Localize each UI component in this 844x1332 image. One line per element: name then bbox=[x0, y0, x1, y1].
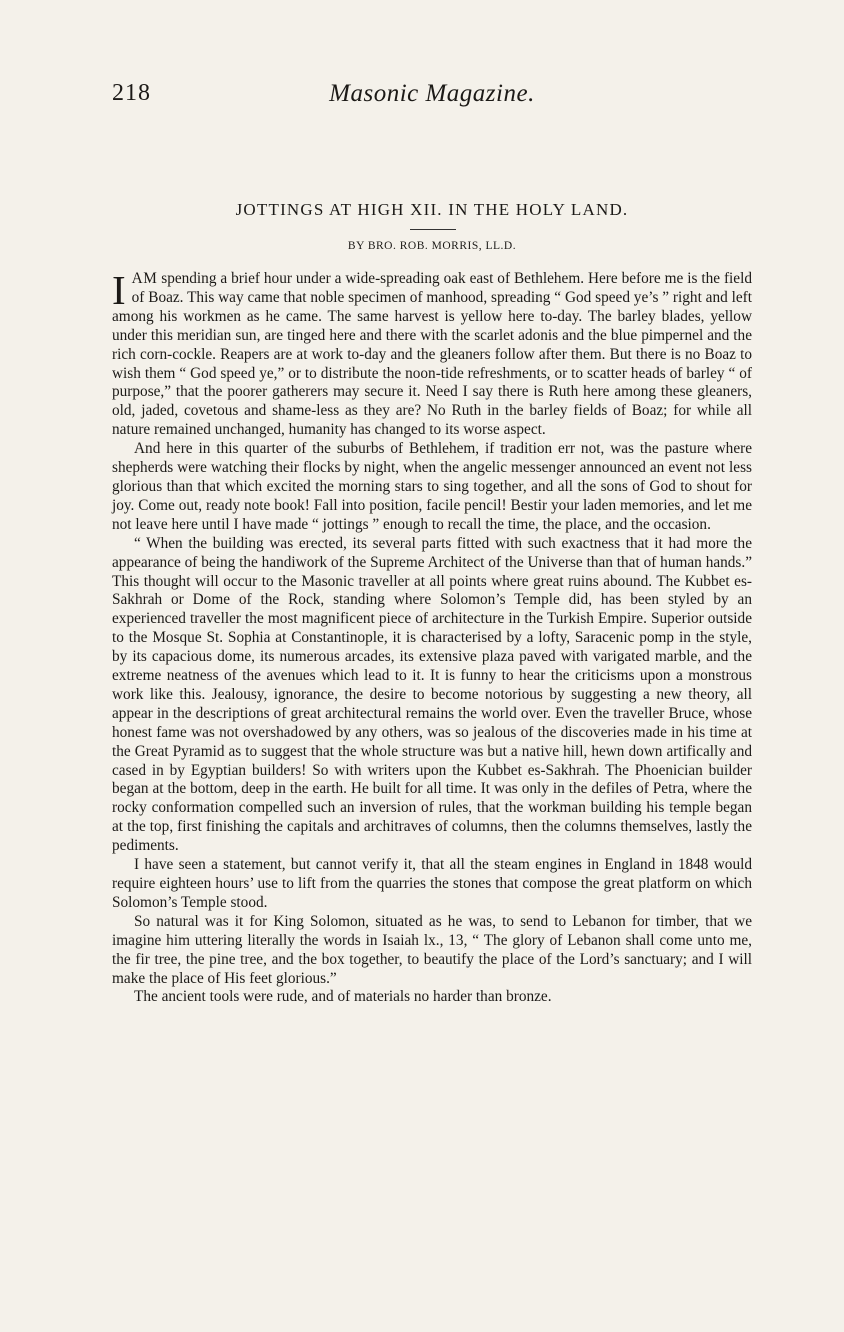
first-word: AM bbox=[131, 270, 158, 287]
paragraph-5: So natural was it for King Solomon, situated as he was, to send to Lebanon for timber, that we imagine him uttering literally the words in Isaiah lx., 13, “ The glory of Lebanon shall come unto me, the fir tree, the pine tree, and the box together, to beautify the place of the Lord’s sanctuary; and I will make the place of His feet glorious.” bbox=[112, 912, 752, 987]
magazine-title: Masonic Magazine. bbox=[329, 80, 535, 107]
paragraph-4: I have seen a statement, but cannot verify it, that all the steam engines in England in 1848 would require eighteen hours’ use to lift from the quarries the stones that compose the great platform on which Solomon’s Temple stood. bbox=[112, 856, 752, 911]
title-rule bbox=[410, 229, 456, 230]
page-number: 218 bbox=[112, 80, 151, 106]
article-byline: BY BRO. ROB. MORRIS, LL.D. bbox=[347, 240, 517, 252]
paragraph-1 bbox=[112, 267, 752, 440]
article-body bbox=[112, 267, 752, 1007]
paragraph-6: The ancient tools were rude, and of materials no harder than bronze. bbox=[134, 988, 552, 1006]
drop-cap: I bbox=[112, 267, 126, 313]
paragraph-3: “ When the building was erected, its several parts fitted with such exactness that it had more the appearance of being the handiwork of the Supreme Architect of the Universe than that of human hands.” This thought will occur to the Masonic traveller at all points where great ruins abound. The Kubbet es-Sakhrah or Dome of the Rock, standing where Solomon’s Temple did, has been styled by an experienced traveller the most magnificent piece of architecture in the Turkish Empire. Superior outside to the Mosque St. Sophia at Constantinople, it is characterised by a lofty, Saracenic pomp in the style, by its capacious dome, its numerous arcades, its extensive plaza paved with varigated marble, and the extreme neatness of the avenues which lead to it. It is funny to hear the criticisms upon a monstrous work like this. Jealousy, ignorance, the desire to become notorious by suggesting a new theory, all appear in the descriptions of great architectural remains the world over. Even the traveller Bruce, whose honest fame was not overshadowed by any others, was so jealous of the discoveries made in his time at the Great Pyramid as to suggest that the whole structure was but a native hill, hewn down artifically and cased in by Egyptian builders! So with writers upon the Kubbet es-Sakhrah. The Phoenician builder began at the bottom, deep in the earth. He built for all time. It was only in the defiles of Petra, where the rocky conformation compelled such an inversion of rules, that the workman building his temple began at the top, first finishing the capitals and architraves of columns, then the columns themselves, lastly the pediments. bbox=[112, 534, 752, 855]
paragraph-2: And here in this quarter of the suburbs of Bethlehem, if tradition err not, was the pasture where shepherds were watching their flocks by night, when the angelic messenger announced an event not less glorious than that which excited the morning stars to sing together, and all the sons of God to shout for joy. Come out, ready note book! Fall into position, facile pencil! Bestir your laden memories, and let me not leave here until I have made “ jottings ” enough to recall the time, the place, and the occasion. bbox=[112, 440, 752, 533]
running-head bbox=[112, 80, 752, 114]
paragraph-1-text: spending a brief hour under a wide-spreading oak east of Bethlehem. Here before me is the field of Boaz. This way came that noble specimen of manhood, spreading “ God speed ye’s ” right and left among his workmen as he came. The same harvest is yellow here to-day. The barley blades, yellow under this meridian sun, are tinged here and there with the scarlet adonis and the blue pimpernel and the rich corn-cockle. Reapers are at work to-day and the gleaners follow after them. But there is no Boaz to wish them “ God speed ye,” or to distribute the noon-tide refreshments, or to scatter heads of barley “ of purpose,” that the poorer gatherers may secure it. Need I say there is Ruth here among these gleaners, old, jaded, covetous and shame-less as they are? No Ruth in the barley fields of Boaz; for while all nature remained unchanged, humanity has changed to its worse aspect. bbox=[112, 270, 752, 439]
article-title: JOTTINGS AT HIGH XII. IN THE HOLY LAND. bbox=[235, 200, 629, 219]
